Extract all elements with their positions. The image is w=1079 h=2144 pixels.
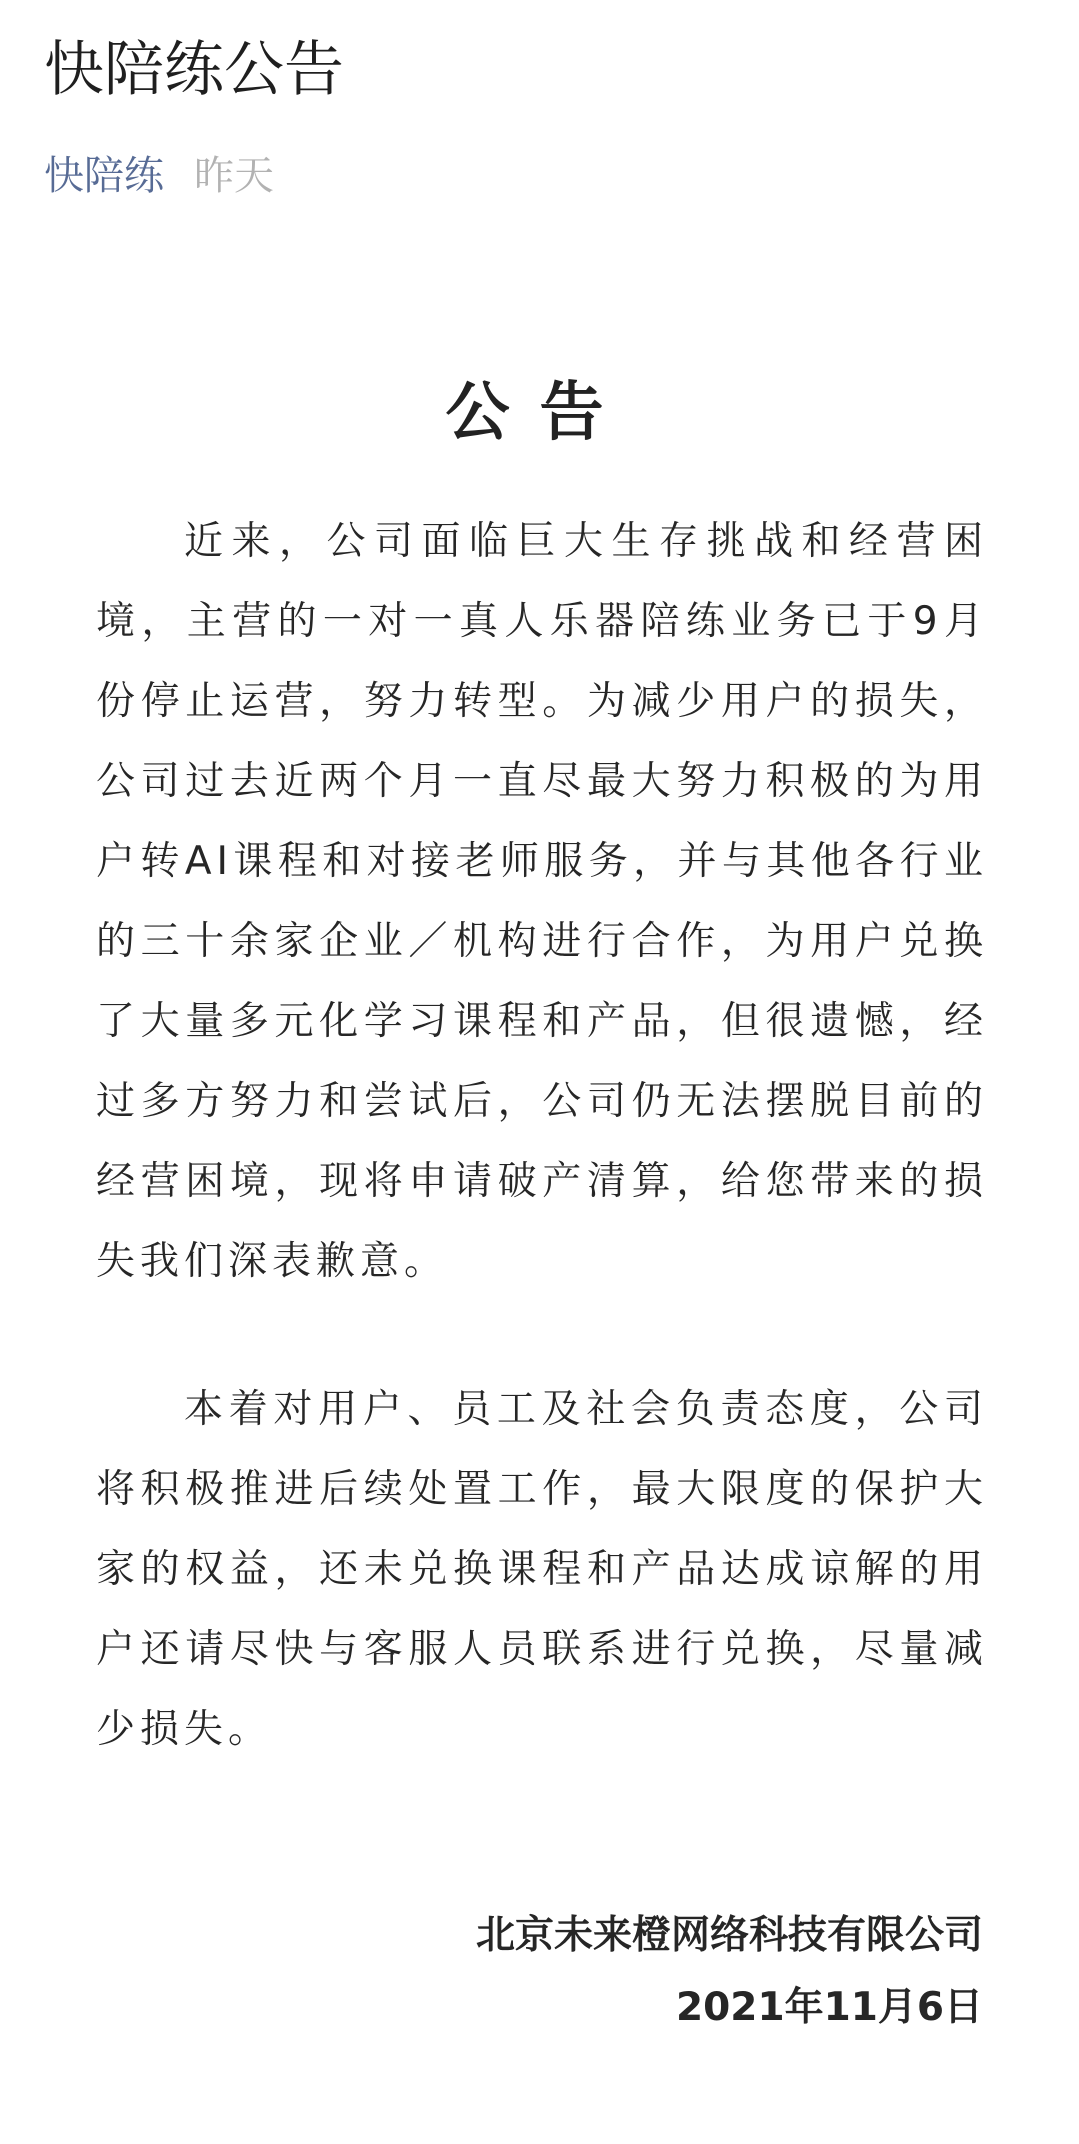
article-title: 快陪练公告 bbox=[44, 35, 344, 105]
signature-date: 2021年11月6日 bbox=[676, 1985, 983, 2030]
notice-paragraph-1: 近来，公司面临巨大生存挑战和经营困境，主营的一对一真人乐器陪练业务已于9月份停止运营，努力转型。为减少用户的损失，公司过去近两个月一直尽最大努力积极的为用户转AI课程和对接老师服务，并与其他各行业的三十余家企业／机构进行合作，为用户兑换了大量多元化学习课程和产品，但很遗憾，经过多方努力和尝试后，公司仍无法摆脱目前的经营困境，现将申请破产清算，给您带来的损失我们深表歉意。 bbox=[96, 519, 988, 1284]
notice-heading: 公告 bbox=[445, 376, 634, 450]
publish-date: 昨天 bbox=[194, 153, 274, 199]
signature-company: 北京未来橙网络科技有限公司 bbox=[475, 1913, 983, 1958]
account-name-link[interactable]: 快陪练 bbox=[44, 153, 164, 199]
notice-paragraph-2: 本着对用户、员工及社会负责态度，公司将积极推进后续处置工作，最大限度的保护大家的权益，还未兑换课程和产品达成谅解的用户还请尽快与客服人员联系进行兑换，尽量减少损失。 bbox=[96, 1387, 988, 1752]
article-meta bbox=[44, 148, 274, 204]
